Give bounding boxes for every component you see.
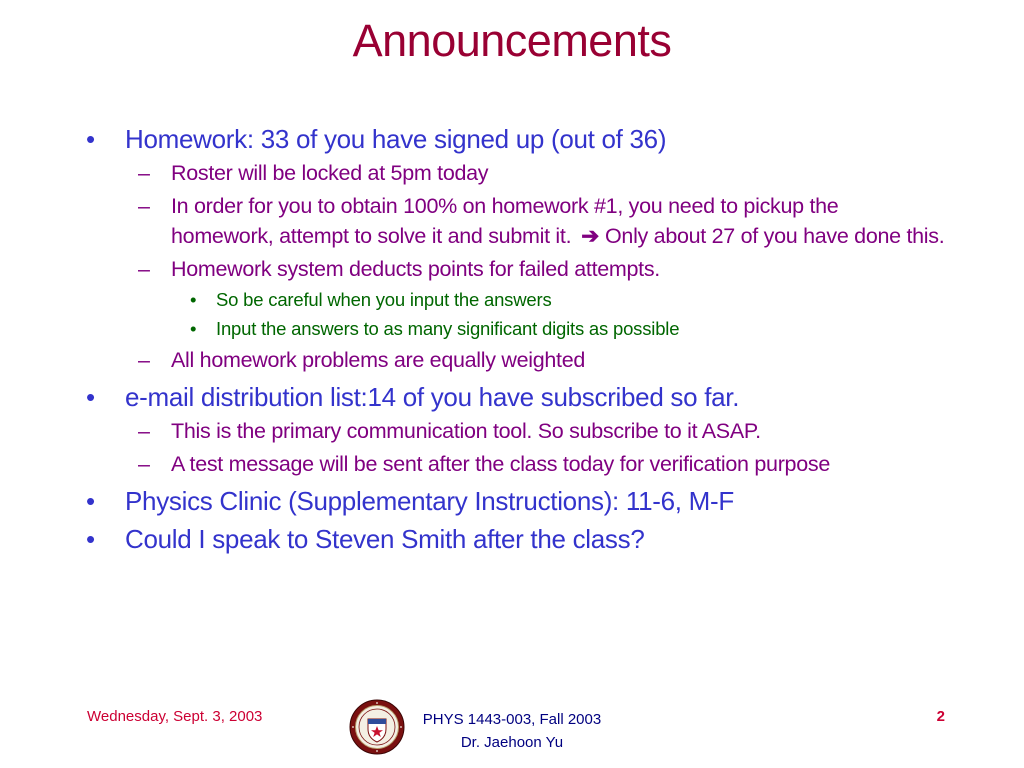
sub-item-text: Roster will be locked at 5pm today bbox=[171, 161, 489, 185]
sub-sub-item-text: So be careful when you input the answers bbox=[216, 289, 552, 310]
sub-item-communication-tool bbox=[86, 416, 946, 446]
dash-marker: – bbox=[138, 348, 150, 372]
bullet-item-physics-clinic bbox=[86, 485, 946, 517]
sub-sub-item-careful bbox=[86, 287, 946, 313]
dash-marker: – bbox=[138, 194, 150, 218]
bullet-marker: • bbox=[86, 124, 95, 154]
bullet-text: e-mail distribution list:14 of you have subscribed so far. bbox=[125, 382, 740, 412]
footer-course-info bbox=[412, 708, 612, 754]
dash-marker: – bbox=[138, 419, 150, 443]
sub-sub-item-significant-digits bbox=[86, 316, 946, 342]
sub-item-text: All homework problems are equally weighted bbox=[171, 348, 586, 372]
bullet-marker: • bbox=[86, 524, 95, 554]
page-number: 2 bbox=[936, 708, 945, 725]
right-arrow-icon: ➔ bbox=[581, 224, 599, 248]
sub-sub-item-text: Input the answers to as many significant digits as possible bbox=[216, 318, 680, 339]
bullet-text: Homework: 33 of you have signed up (out of 36) bbox=[125, 124, 667, 154]
sub-item-text-part2: Only about 27 of you have done this. bbox=[604, 224, 945, 248]
footer-instructor: Dr. Jaehoon Yu bbox=[460, 734, 564, 751]
university-seal-icon bbox=[349, 699, 405, 755]
sub-item-text: Homework system deducts points for failed attempts. bbox=[171, 257, 660, 281]
sub-item-roster bbox=[86, 158, 946, 188]
sub-item-text: This is the primary communication tool. So subscribe to it ASAP. bbox=[171, 419, 761, 443]
bullet-marker: • bbox=[190, 318, 197, 339]
bullet-item-homework bbox=[86, 123, 946, 155]
sub-item-text: A test message will be sent after the class today for verification purpose bbox=[171, 452, 830, 476]
bullet-item-email-list bbox=[86, 381, 946, 413]
bullet-text: Could I speak to Steven Smith after the class? bbox=[125, 524, 645, 554]
bullet-item-steven-smith bbox=[86, 523, 946, 555]
sub-item-homework-credit bbox=[86, 191, 946, 251]
footer-course: PHYS 1443-003, Fall 2003 bbox=[422, 711, 602, 728]
sub-item-test-message bbox=[86, 449, 946, 479]
dash-marker: – bbox=[138, 452, 150, 476]
dash-marker: – bbox=[138, 161, 150, 185]
slide-title: Announcements bbox=[352, 15, 672, 66]
dash-marker: – bbox=[138, 257, 150, 281]
bullet-marker: • bbox=[86, 382, 95, 412]
sub-item-equally-weighted bbox=[86, 345, 946, 375]
bullet-marker: • bbox=[190, 289, 197, 310]
sub-item-deducts-points bbox=[86, 254, 946, 284]
slide-body bbox=[86, 117, 946, 555]
sub-item-text-part1: In order for you to obtain 100% on homework #1, you need to pickup the homework, attempt to solve it and submit it. bbox=[171, 194, 839, 248]
footer-date: Wednesday, Sept. 3, 2003 bbox=[87, 708, 263, 725]
bullet-text: Physics Clinic (Supplementary Instructions): 11-6, M-F bbox=[125, 486, 734, 516]
bullet-marker: • bbox=[86, 486, 95, 516]
